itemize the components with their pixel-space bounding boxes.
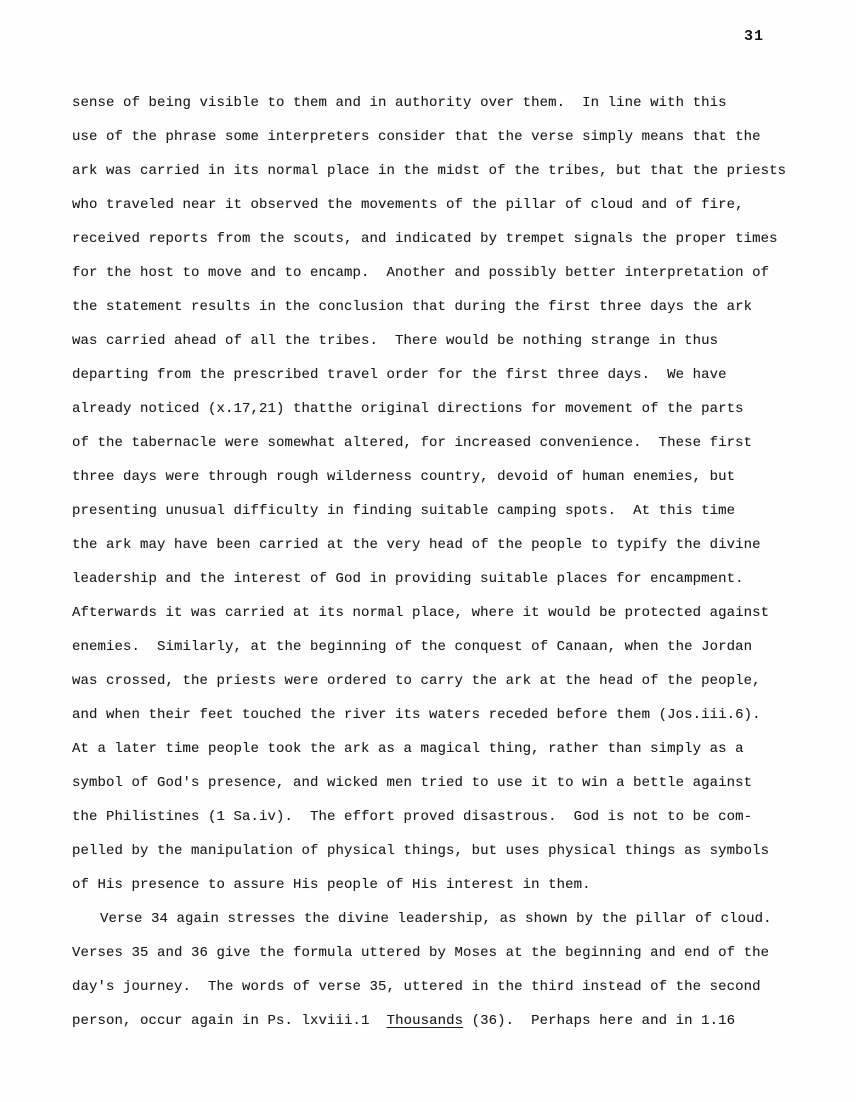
text-line: who traveled near it observed the movements of the pillar of cloud and of fire, xyxy=(72,197,744,213)
underlined-word: Thousands xyxy=(386,1013,464,1029)
text-line: enemies. Similarly, at the beginning of the conquest of Canaan, when the Jordan xyxy=(72,639,753,655)
text-segment: person, occur again in Ps. lxviii.1 xyxy=(72,1013,387,1029)
text-line: the statement results in the conclusion that during the first three days the ark xyxy=(72,299,753,315)
text-line: At a later time people took the ark as a magical thing, rather than simply as a xyxy=(72,741,744,757)
text-line: pelled by the manipulation of physical things, but uses physical things as symbols xyxy=(72,843,770,859)
text-line: use of the phrase some interpreters consider that the verse simply means that the xyxy=(72,129,761,145)
text-line: already noticed (x.17,21) thatthe original directions for movement of the parts xyxy=(72,401,744,417)
text-line: Verse 34 again stresses the divine leadership, as shown by the pillar of cloud. xyxy=(100,911,772,927)
text-line: of His presence to assure His people of His interest in them. xyxy=(72,877,591,893)
text-line: leadership and the interest of God in providing suitable places for encampment. xyxy=(72,571,744,587)
text-line: sense of being visible to them and in authority over them. In line with this xyxy=(72,95,727,111)
text-line: received reports from the scouts, and indicated by trempet signals the proper times xyxy=(72,231,778,247)
text-line: the ark may have been carried at the very head of the people to typify the divine xyxy=(72,537,761,553)
text-line: Afterwards it was carried at its normal place, where it would be protected against xyxy=(72,605,770,621)
text-line: of the tabernacle were somewhat altered, for increased convenience. These first xyxy=(72,435,753,451)
text-line: and when their feet touched the river its waters receded before them (Jos.iii.6). xyxy=(72,707,761,723)
text-line: ark was carried in its normal place in the midst of the tribes, but that the priests xyxy=(72,163,787,179)
page-number: 31 xyxy=(744,28,765,45)
text-line: symbol of God's presence, and wicked men tried to use it to win a bettle against xyxy=(72,775,753,791)
text-line: was carried ahead of all the tribes. There would be nothing strange in thus xyxy=(72,333,719,349)
text-line: Verses 35 and 36 give the formula uttered by Moses at the beginning and end of the xyxy=(72,945,770,961)
text-line: departing from the prescribed travel order for the first three days. We have xyxy=(72,367,727,383)
text-line: was crossed, the priests were ordered to carry the ark at the head of the people, xyxy=(72,673,761,689)
text-line: three days were through rough wilderness country, devoid of human enemies, but xyxy=(72,469,736,485)
text-line: presenting unusual difficulty in finding suitable camping spots. At this time xyxy=(72,503,736,519)
text-line: for the host to move and to encamp. Another and possibly better interpretation of xyxy=(72,265,770,281)
text-segment: (36). Perhaps here and in 1.16 xyxy=(463,1013,736,1029)
document-body xyxy=(72,86,798,1038)
text-line: day's journey. The words of verse 35, uttered in the third instead of the second xyxy=(72,979,761,995)
text-line xyxy=(72,1004,798,1038)
text-line: the Philistines (1 Sa.iv). The effort proved disastrous. God is not to be com- xyxy=(72,809,753,825)
